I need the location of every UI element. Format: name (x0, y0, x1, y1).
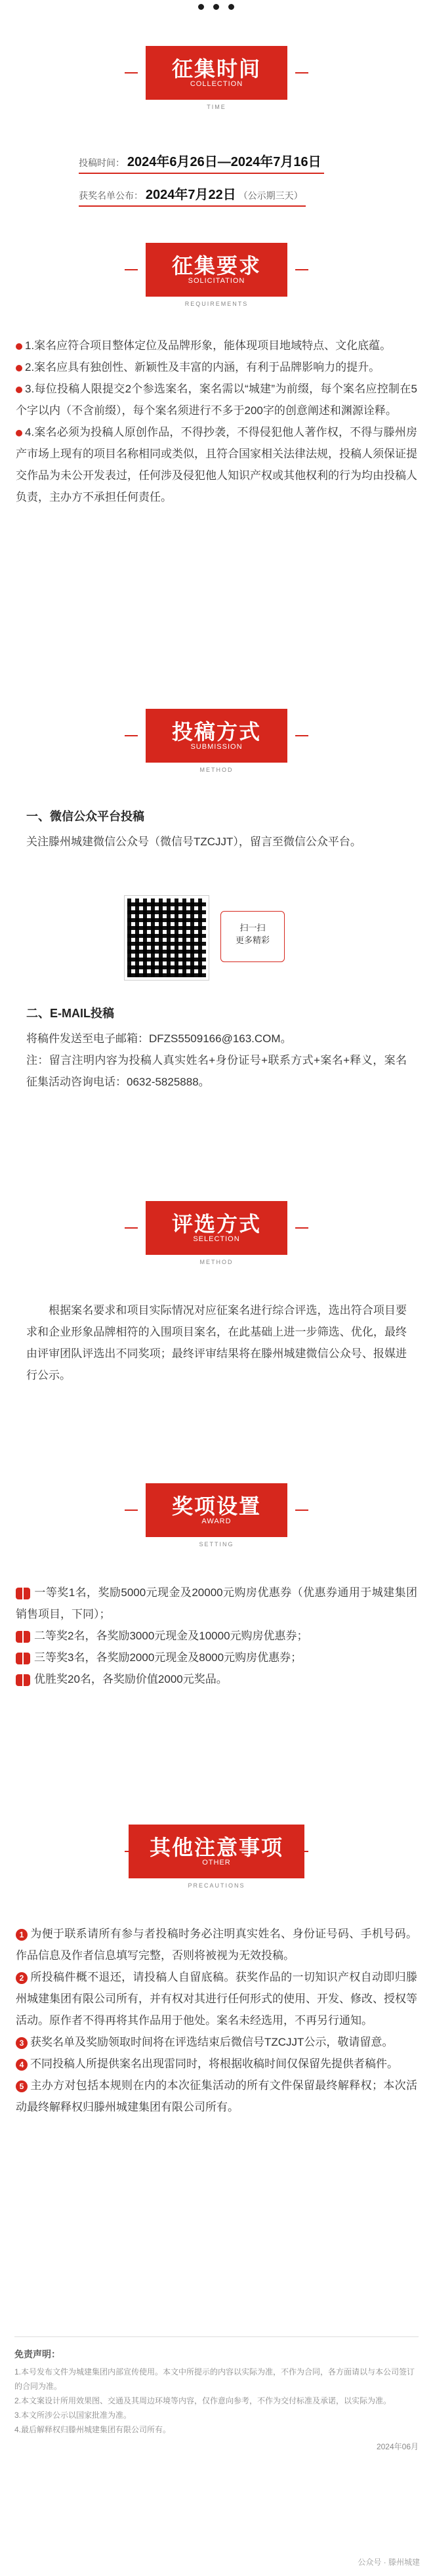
requirement-item: 2.案名应具有独创性、新颖性及丰富的内涵，有利于品牌影响力的提升。 (16, 356, 417, 378)
submission-wechat-text: 关注滕州城建微信公众号（微信号TZCJJT），留言至微信公众平台。 (26, 835, 361, 848)
section-title-banner (146, 46, 287, 100)
submission-wechat-title: 一、微信公众平台投稿 (26, 810, 144, 823)
section-title-en: COLLECTION (190, 80, 243, 88)
disclaimer (14, 2336, 419, 2454)
section-title-en: SUBMISSION (190, 743, 243, 751)
qr-tip-box (220, 911, 285, 962)
date-label: 投稿时间： (79, 158, 125, 168)
disclaimer-line: 3.本文所涉公示以国家批准为准。 (14, 2411, 132, 2420)
section-title: 征集要求 (171, 254, 261, 278)
submission-email-address: 将稿件发送至电子邮箱：DFZS5509166@163.COM。 (26, 1032, 292, 1045)
section-title-en: SOLICITATION (188, 277, 245, 285)
qr-code[interactable] (125, 896, 209, 980)
section-title-en-sub: REQUIREMENTS (184, 301, 249, 307)
submission-email-note: 注：留言注明内容为投稿人真实姓名+身份证号+联系方式+案名+释义，案名征集活动咨询电话：0632-5825888。 (26, 1054, 407, 1088)
award-item: 三等奖3名，各奖励2000元现金及8000元购房优惠券； (16, 1647, 417, 1668)
award-item: 二等奖2名，各奖励3000元现金及10000元购房优惠券； (16, 1625, 417, 1647)
section-title-en-sub: TIME (207, 104, 226, 110)
selection-text: 根据案名要求和项目实际情况对应征案名进行综合评选，选出符合项目要求和企业形象品牌相符的入围项目案名，在此基础上进一步筛选、优化，最终由评审团队评选出不同奖项；最终评审结果将在滕州城建微信公众号、报媒进行公示。 (26, 1304, 407, 1382)
gift-icon (16, 1588, 30, 1599)
gift-icon (16, 1653, 30, 1664)
precaution-item: 5 主办方对包括本规则在内的本次征集活动的所有文件保留最终解释权；本次活动最终解释权归滕州城建集团有限公司所有。 (16, 2079, 417, 2113)
section-title: 征集时间 (171, 57, 261, 81)
submission-email-title: 二、E-MAIL投稿 (26, 1007, 114, 1020)
award-item: 优胜奖20名，各奖励价值2000元奖品。 (16, 1668, 417, 1690)
date-label: 获奖名单公布： (79, 190, 143, 201)
requirement-item: 4.案名必须为投稿人原创作品，不得抄袭，不得侵犯他人著作权，不得与滕州房产市场上现有的项目名称相同或类似，且符合国家相关法律法规，投稿人须保证提交作品为未公开发表过，任何涉及侵犯他人知识产权或其他权利的行为均由投稿人负责，主办方不承担任何责任。 (16, 426, 417, 503)
section-title: 其他注意事项 (149, 1836, 283, 1859)
requirement-item: 1.案名应符合项目整体定位及品牌形象，能体现项目地域特点、文化底蕴。 (16, 335, 417, 356)
precaution-item: 1 为便于联系请所有参与者投稿时务必注明真实姓名、身份证号码、手机号码。作品信息及作者信息填写完整，否则将被视为无效投稿。 (16, 1928, 417, 1962)
section-title: 投稿方式 (171, 720, 261, 744)
section-title-en-sub: PRECAUTIONS (188, 1882, 245, 1889)
section-title-en-sub: METHOD (199, 1259, 234, 1265)
qr-tip-line2: 更多精彩 (235, 935, 270, 945)
requirement-item: 3.每位投稿人限提交2个参选案名，案名需以“城建”为前缀，每个案名应控制在5个字以内（不含前缀），每个案名须进行不多于200字的创意阐述和渊源诠释。 (16, 383, 417, 417)
section-submission (0, 709, 433, 1088)
section-awards (0, 1483, 433, 1685)
section-title: 奖项设置 (171, 1494, 261, 1518)
disclaimer-line: 2.本文案设计所用效果图、交通及其周边环境等内容，仅作意向参考，不作为交付标准及承诺，以实际为准。 (14, 2396, 392, 2405)
section-title-en-sub: SETTING (199, 1541, 234, 1548)
section-title: 评选方式 (171, 1212, 261, 1236)
disclaimer-line: 4.最后解释权归滕州城建集团有限公司所有。 (14, 2425, 171, 2434)
qr-tip-line1: 扫一扫 (239, 923, 266, 933)
precaution-item: 3 获奖名单及奖励领取时间将在评选结束后微信号TZCJJT公示，敬请留意。 (16, 2031, 417, 2053)
section-requirements (0, 243, 433, 503)
date-value: 2024年7月22日 (145, 188, 236, 202)
date-note: （公示期三天） (238, 190, 303, 201)
section-precautions (0, 1825, 433, 2113)
section-title-en-sub: METHOD (199, 767, 234, 773)
disclaimer-date: 2024年06月 (376, 2442, 419, 2451)
precaution-item: 2 所投稿件概不退还，请投稿人自留底稿。获奖作品的一切知识产权自动即归滕州城建集团有限公司所有，并有权对其进行任何形式的使用、开发、修改、授权等活动。原作者不得再将其作品用于他处。案名未经选用，不再另行通知。 (16, 1971, 417, 2027)
footer-account[interactable]: 公众号 · 滕州城建 (358, 2558, 420, 2567)
disclaimer-title: 免责声明： (14, 2349, 60, 2359)
section-collection-time (0, 46, 433, 202)
more-options-icon[interactable] (0, 0, 433, 18)
gift-icon (16, 1631, 30, 1643)
date-value: 2024年6月26日—2024年7月16日 (127, 155, 321, 169)
section-title-en: SELECTION (193, 1235, 240, 1243)
gift-icon (16, 1674, 30, 1686)
disclaimer-line: 1.本号发布文件为城建集团内部宣传使用。本文中所提示的内容以实际为准，不作为合同，各方面请以与本公司签订的合同为准。 (14, 2367, 415, 2391)
precaution-item: 4 不同投稿人所提供案名出现雷同时，将根据收稿时间仅保留先提供者稿件。 (16, 2053, 417, 2075)
section-selection (0, 1201, 433, 1382)
section-title-en: AWARD (201, 1517, 232, 1525)
award-item: 一等奖1名，奖励5000元现金及20000元购房优惠券（优惠券通用于城建集团销售项目，下同）； (16, 1586, 417, 1620)
section-title-en: OTHER (202, 1859, 231, 1867)
